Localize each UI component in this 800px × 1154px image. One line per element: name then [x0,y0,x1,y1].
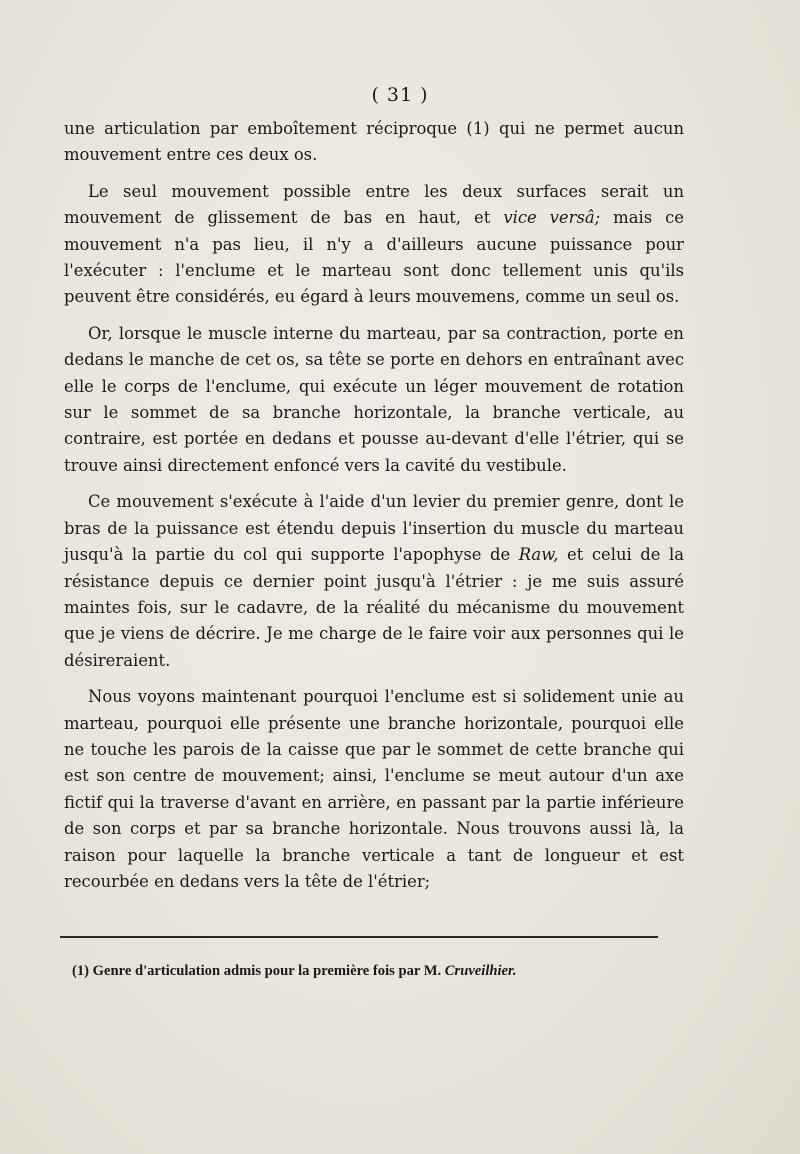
paragraph-5: Nous voyons maintenant pourquoi l'enclume est si solidement unie au marteau, pourquoi elle présente une branche horizontale, pourquoi elle ne touche les parois de la caisse que par le sommet de cette branche qui est son centre de mouvement; ainsi, l'enclume se meut autour d'un axe fictif qui la traverse d'avant en arrière, en passant par la partie inférieure de son corps et par sa branche horizontale. Nous trouvons aussi là, la raison pour laquelle la branche verticale a tant de longueur et est recourbée en dedans vers la tête de l'étrier; [64,687,684,891]
paragraph-1: une articulation par emboîtement réciproque (1) qui ne permet aucun mouvement entre ces deux os. [64,119,684,165]
latin-phrase: vice versâ; [503,208,601,228]
paragraph-3: Or, lorsque le muscle interne du marteau, par sa contraction, porte en dedans le manche de cet os, sa tête se porte en dehors en entraînant avec elle le corps de l'enclume, qui exécute un léger mouvement de rotation sur le sommet de sa branche horizontale, la branche verticale, au contraire, est portée en dedans et pousse au-devant d'elle l'étrier, qui se trouve ainsi directement enfoncé vers la cavité du vestibule. [64,323,684,475]
paragraph-4: Ce mouvement s'exécute à l'aide d'un levier du premier genre, dont le bras de la puissance est étendu depuis l'insertion du muscle du marteau jusqu'à la partie du col qui supporte l'apophyse de Raw, et celui de la résistance depuis ce dernier point jusqu'à l'étrier : je me suis assuré maintes fois, sur le cadavre, de la réalité du mécanisme du mouvement que je viens de décrire. Je me charge de le faire voir aux personnes qui le désireraient. [64,492,684,670]
page-number: ( 31 ) [371,84,429,106]
paragraph-2: Le seul mouvement possible entre les deux surfaces serait un mouvement de glissement de bas en haut, et vice versâ; mais ce mouvement n'a pas lieu, il n'y a d'ailleurs aucune puissance pour l'exécuter : l'enclume et le marteau sont donc tellement unis qu'ils peuvent être considérés, eu égard à leurs mouvemens, comme un seul os. [64,181,684,307]
footnote: (1) Genre d'articulation admis pour la première fois par M. Cruveilhier. [72,963,517,979]
footnote-author: Cruveilhier. [444,963,517,979]
name-raw: Raw, [518,545,559,565]
footnote-divider [60,936,658,938]
body-text [64,116,684,905]
